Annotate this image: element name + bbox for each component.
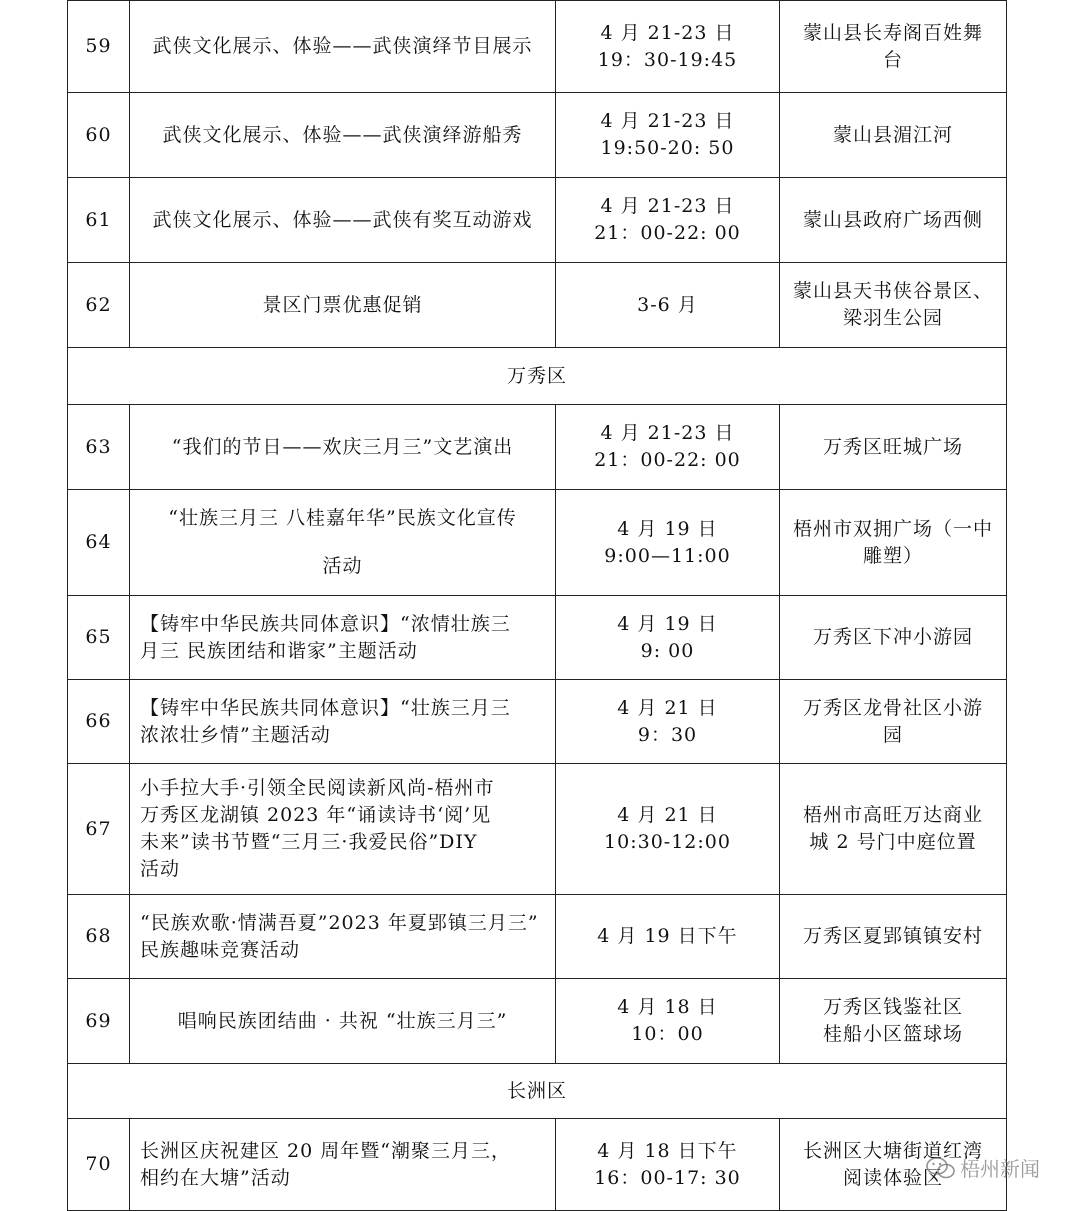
place-line: 万秀区旺城广场 <box>822 435 963 458</box>
time-line: 4 月 21-23 日 <box>600 110 735 132</box>
place-cell <box>780 680 1007 764</box>
place-cell <box>780 93 1007 178</box>
section-title: 万秀区 <box>68 348 1007 405</box>
time-line: 10:30-12:00 <box>604 831 731 853</box>
section-row <box>68 1064 1007 1119</box>
activity-line: 小手拉大手·引领全民阅读新风尚-梧州市 <box>140 777 495 799</box>
activity-line: 未来”读书节暨“三月三·我爱民俗”DIY <box>140 831 478 853</box>
place-line: 阅读体验区 <box>842 1166 943 1189</box>
table-row <box>68 178 1007 263</box>
activity-line: 浓浓壮乡情”主题活动 <box>140 723 331 746</box>
time-line: 4 月 19 日 <box>617 517 718 540</box>
time-cell <box>556 680 780 764</box>
time-line: 4 月 21 日 <box>617 696 718 719</box>
activity-line: 武侠文化展示、体验——武侠演绎游船秀 <box>162 123 523 146</box>
section-row <box>68 348 1007 405</box>
place-cell <box>780 405 1007 490</box>
place-line: 万秀区下冲小游园 <box>812 626 973 648</box>
activity-line: 月三 民族团结和谐家”主题活动 <box>140 639 418 662</box>
place-line: 万秀区龙骨社区小游 <box>802 696 983 719</box>
table-row <box>68 263 1007 348</box>
activity-line: 民族趣味竞赛活动 <box>140 938 301 961</box>
place-line: 梧州市高旺万达商业 <box>802 804 983 826</box>
activity-cell <box>130 680 556 764</box>
table-row <box>68 596 1007 680</box>
activity-cell <box>130 490 556 596</box>
time-line: 19：30-19:45 <box>597 48 738 71</box>
place-cell <box>780 263 1007 348</box>
watermark-text: 梧州新闻 <box>960 1157 1040 1181</box>
place-line: 台 <box>882 48 903 71</box>
activity-line: 相约在大塘”活动 <box>140 1166 291 1189</box>
time-cell <box>556 178 780 263</box>
activity-cell <box>130 979 556 1064</box>
place-line: 万秀区钱鉴社区 <box>822 996 963 1018</box>
row-number: 62 <box>68 263 130 348</box>
activity-line: “我们的节日——欢庆三月三”文艺演出 <box>171 435 514 458</box>
time-cell <box>556 895 780 979</box>
time-cell <box>556 93 780 178</box>
activity-cell <box>130 178 556 263</box>
place-cell <box>780 895 1007 979</box>
place-line: 园 <box>882 723 903 746</box>
activity-line: 万秀区龙湖镇 2023 年“诵读诗书‘阅’见 <box>140 804 492 826</box>
activity-line: 活动 <box>140 858 181 880</box>
activity-line: 武侠文化展示、体验——武侠有奖互动游戏 <box>152 208 533 231</box>
row-number: 64 <box>68 490 130 596</box>
section-title: 长洲区 <box>68 1064 1007 1119</box>
time-line: 9:00—11:00 <box>604 544 731 567</box>
time-cell <box>556 596 780 680</box>
time-cell <box>556 490 780 596</box>
time-line: 21：00-22: 00 <box>594 449 741 471</box>
activity-line: 景区门票优惠促销 <box>262 293 423 316</box>
place-line: 梁羽生公园 <box>842 307 943 329</box>
place-cell <box>780 1 1007 93</box>
activity-cell <box>130 93 556 178</box>
time-line: 21：00-22: 00 <box>594 222 741 244</box>
time-line: 4 月 21-23 日 <box>600 21 735 44</box>
activity-line: 唱响民族团结曲 · 共祝 “壮族三月三” <box>177 1009 508 1032</box>
row-number: 61 <box>68 178 130 263</box>
table-row <box>68 979 1007 1064</box>
place-line: 蒙山县湄江河 <box>832 123 953 146</box>
place-line: 蒙山县长寿阁百姓舞 <box>802 21 983 44</box>
table-row <box>68 405 1007 490</box>
place-cell <box>780 178 1007 263</box>
place-cell <box>780 490 1007 596</box>
row-number: 66 <box>68 680 130 764</box>
activity-cell <box>130 405 556 490</box>
activity-line: “壮族三月三 八桂嘉年华”民族文化宣传 <box>168 507 517 529</box>
time-line: 3-6 月 <box>637 293 698 316</box>
time-line: 19:50-20: 50 <box>600 137 735 159</box>
place-line: 长洲区大塘街道红湾 <box>802 1139 983 1162</box>
row-number: 69 <box>68 979 130 1064</box>
time-line: 4 月 21-23 日 <box>600 422 735 444</box>
time-cell <box>556 263 780 348</box>
place-line: 蒙山县天书侠谷景区、 <box>792 280 993 302</box>
time-line: 4 月 18 日 <box>617 996 718 1018</box>
activity-cell <box>130 1119 556 1211</box>
table-row <box>68 895 1007 979</box>
activity-line: “民族欢歌·情满吾夏”2023 年夏郢镇三月三” <box>140 911 539 934</box>
table-row <box>68 1119 1007 1211</box>
row-number: 60 <box>68 93 130 178</box>
row-number: 68 <box>68 895 130 979</box>
activity-cell <box>130 895 556 979</box>
row-number: 70 <box>68 1119 130 1211</box>
time-line: 16：00-17: 30 <box>594 1166 741 1189</box>
time-cell <box>556 979 780 1064</box>
row-number: 65 <box>68 596 130 680</box>
activity-cell <box>130 596 556 680</box>
table-row <box>68 490 1007 596</box>
place-cell <box>780 764 1007 895</box>
place-line: 万秀区夏郢镇镇安村 <box>802 925 983 947</box>
place-cell <box>780 596 1007 680</box>
activity-cell <box>130 1 556 93</box>
activity-line: 【铸牢中华民族共同体意识】“浓情壮族三 <box>140 612 511 635</box>
activity-line: 【铸牢中华民族共同体意识】“壮族三月三 <box>140 696 511 719</box>
activity-line: 武侠文化展示、体验——武侠演绎节目展示 <box>152 35 533 57</box>
time-cell <box>556 1119 780 1211</box>
schedule-table <box>67 0 1007 1211</box>
watermark <box>926 1153 1040 1182</box>
activity-line: 长洲区庆祝建区 20 周年暨“潮聚三月三， <box>140 1139 511 1162</box>
row-number: 59 <box>68 1 130 93</box>
time-line: 4 月 21 日 <box>617 804 718 826</box>
row-number: 67 <box>68 764 130 895</box>
wechat-icon <box>926 1156 956 1180</box>
table-row <box>68 680 1007 764</box>
time-line: 4 月 21-23 日 <box>600 195 735 217</box>
table-row <box>68 93 1007 178</box>
table-row <box>68 1 1007 93</box>
time-line: 4 月 19 日 <box>617 612 718 635</box>
row-number: 63 <box>68 405 130 490</box>
time-cell <box>556 405 780 490</box>
time-cell <box>556 764 780 895</box>
place-line: 梧州市双拥广场（一中 <box>792 517 993 540</box>
activity-line: 活动 <box>322 555 363 577</box>
activity-cell <box>130 263 556 348</box>
time-line: 10：00 <box>631 1023 704 1045</box>
place-cell <box>780 979 1007 1064</box>
place-line: 雕塑） <box>862 544 923 567</box>
place-line: 蒙山县政府广场西侧 <box>802 208 983 231</box>
time-line: 4 月 18 日下午 <box>597 1139 738 1162</box>
time-line: 9: 00 <box>640 639 695 662</box>
table-row <box>68 764 1007 895</box>
activity-cell <box>130 764 556 895</box>
place-line: 城 2 号门中庭位置 <box>809 831 977 853</box>
time-cell <box>556 1 780 93</box>
time-line: 4 月 19 日下午 <box>597 925 738 947</box>
time-line: 9：30 <box>637 723 698 746</box>
place-line: 桂船小区篮球场 <box>822 1023 963 1045</box>
